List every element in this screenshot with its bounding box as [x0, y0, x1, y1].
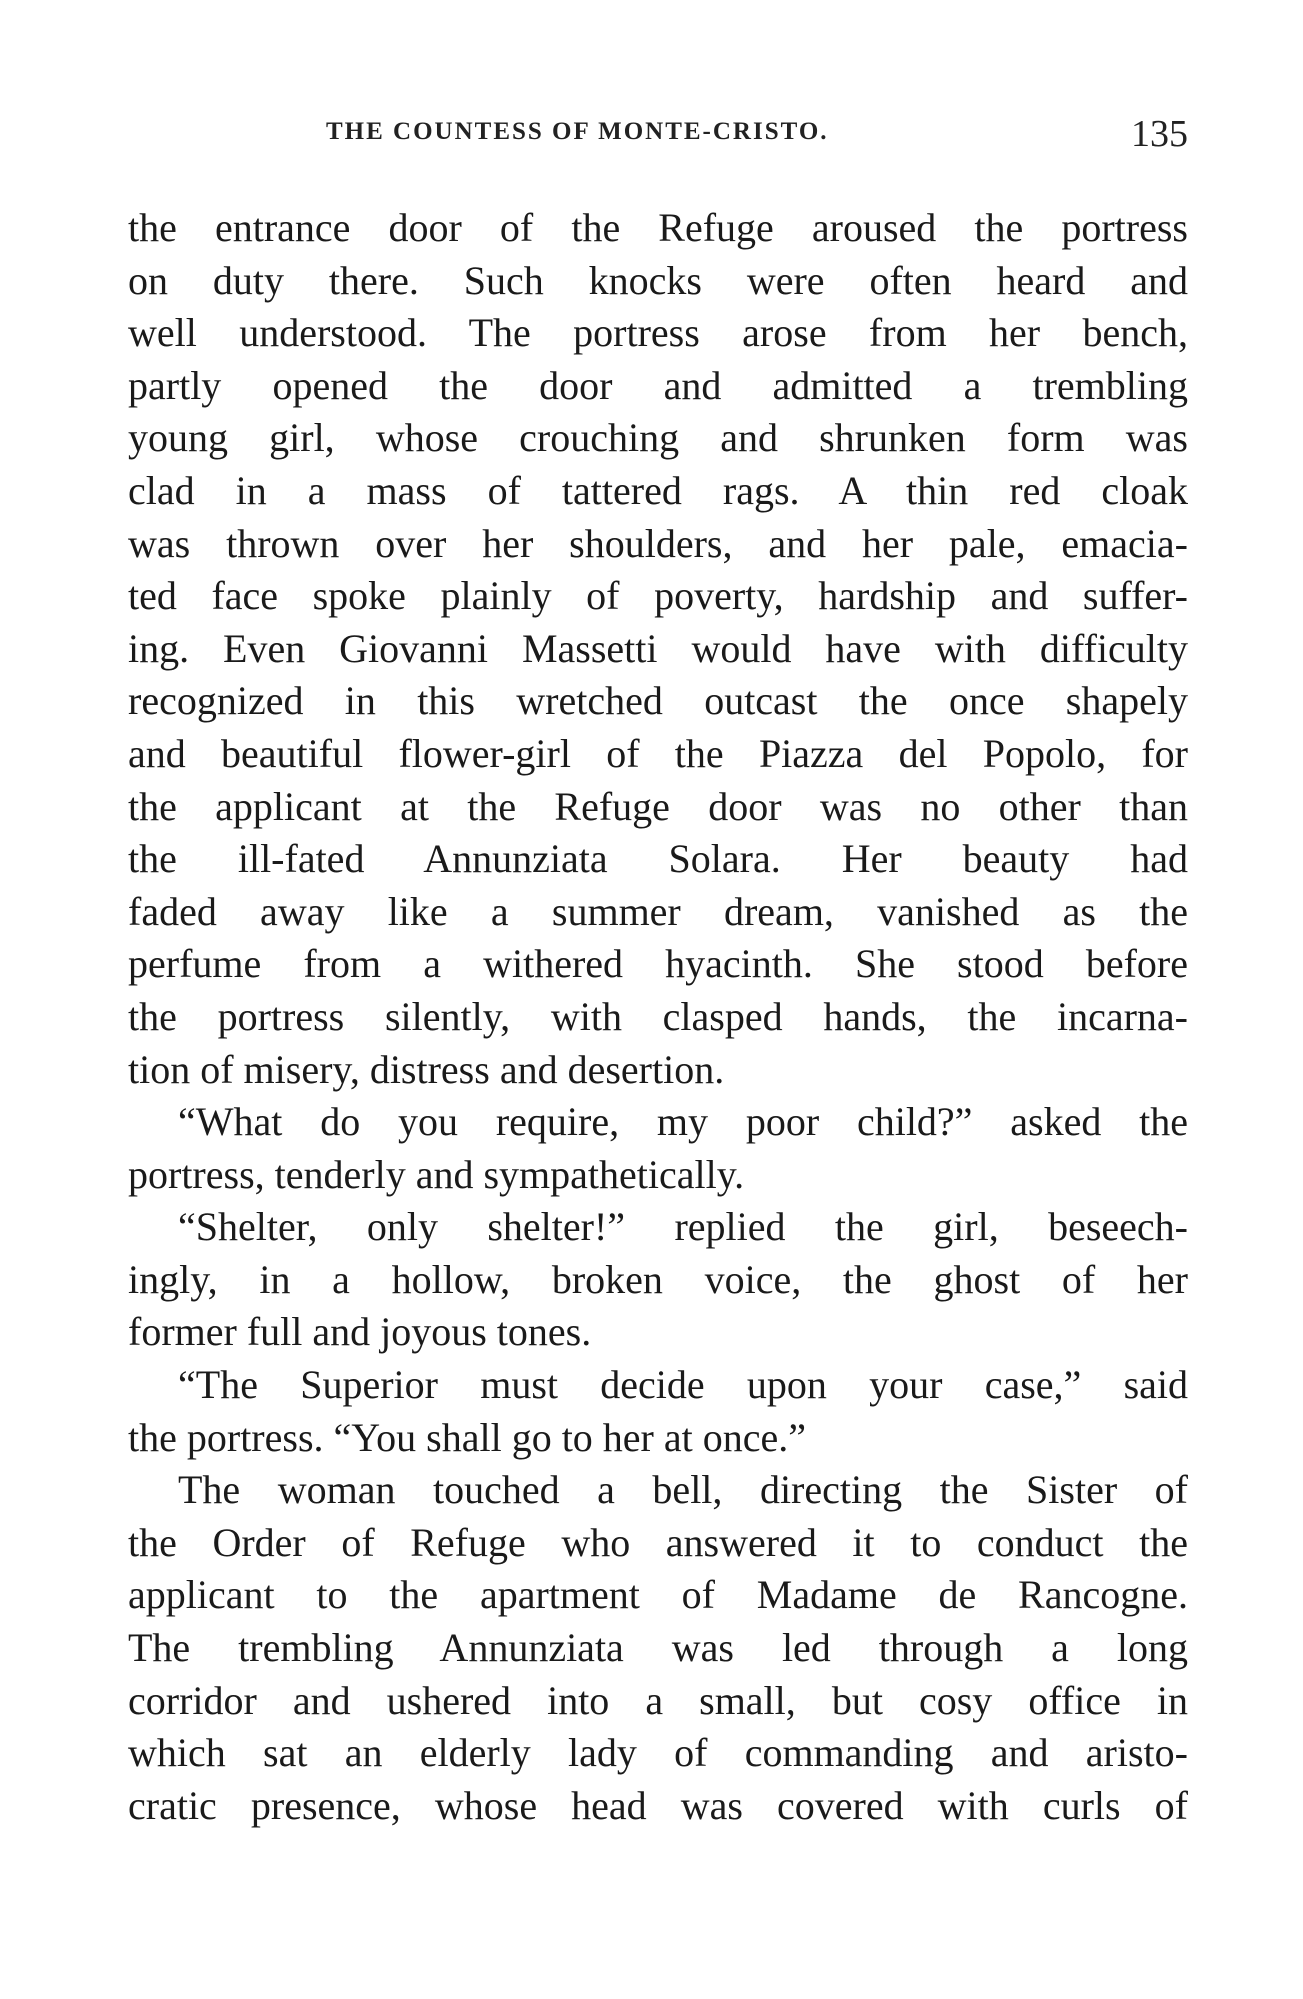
text-line: and beautiful flower-girl of the Piazza del Popolo, for — [128, 730, 1188, 776]
text-line: ing. Even Giovanni Massetti would have with difficulty — [128, 625, 1188, 671]
text-line: partly opened the door and admitted a trembling — [128, 362, 1188, 408]
text-line: the Order of Refuge who answered it to conduct the — [128, 1519, 1188, 1565]
text-line: young girl, whose crouching and shrunken form was — [128, 415, 1188, 461]
text-line: The woman touched a bell, directing the Sister of — [178, 1467, 1188, 1513]
text-line: cratic presence, whose head was covered with curls of — [128, 1782, 1188, 1828]
text-line: clad in a mass of tattered rags. A thin red cloak — [128, 467, 1188, 513]
text-line: “Shelter, only shelter!” replied the girl, beseech- — [178, 1204, 1188, 1250]
text-line: former full and joyous tones. — [128, 1309, 592, 1355]
text-line: The trembling Annunziata was led through a long — [128, 1625, 1188, 1671]
text-line: on duty there. Such knocks were often heard and — [128, 257, 1188, 303]
text-line: the applicant at the Refuge door was no other than — [128, 783, 1188, 829]
page-number: 135 — [1131, 113, 1188, 155]
text-line: faded away like a summer dream, vanished as the — [128, 888, 1188, 934]
text-line: well understood. The portress arose from her bench, — [128, 310, 1188, 356]
text-line: ingly, in a hollow, broken voice, the ghost of her — [128, 1256, 1188, 1302]
text-line: applicant to the apartment of Madame de Rancogne. — [128, 1572, 1188, 1618]
text-line: tion of misery, distress and desertion. — [128, 1046, 725, 1092]
text-line: recognized in this wretched outcast the once shapely — [128, 678, 1188, 724]
text-line: the ill-fated Annunziata Solara. Her beauty had — [128, 836, 1188, 882]
text-line: the entrance door of the Refuge aroused the portress — [128, 205, 1188, 250]
text-line: portress, tenderly and sympathetically. — [128, 1151, 745, 1197]
text-line: “The Superior must decide upon your case,” said — [178, 1362, 1188, 1408]
text-line: the portress silently, with clasped hands, the incarna- — [128, 993, 1188, 1039]
text-line: corridor and ushered into a small, but cosy office in — [128, 1677, 1188, 1723]
text-line: was thrown over her shoulders, and her pale, emacia- — [128, 520, 1188, 566]
running-head — [128, 112, 1188, 162]
running-title: THE COUNTESS OF MONTE-CRISTO. — [326, 118, 829, 145]
body-text — [128, 202, 1188, 1832]
text-line: perfume from a withered hyacinth. She stood before — [128, 941, 1188, 987]
text-line: “What do you require, my poor child?” asked the — [178, 1099, 1188, 1145]
text-line: which sat an elderly lady of commanding and aristo- — [128, 1730, 1188, 1776]
text-line: the portress. “You shall go to her at once.” — [128, 1414, 807, 1460]
text-line: ted face spoke plainly of poverty, hardship and suffer- — [128, 573, 1188, 619]
